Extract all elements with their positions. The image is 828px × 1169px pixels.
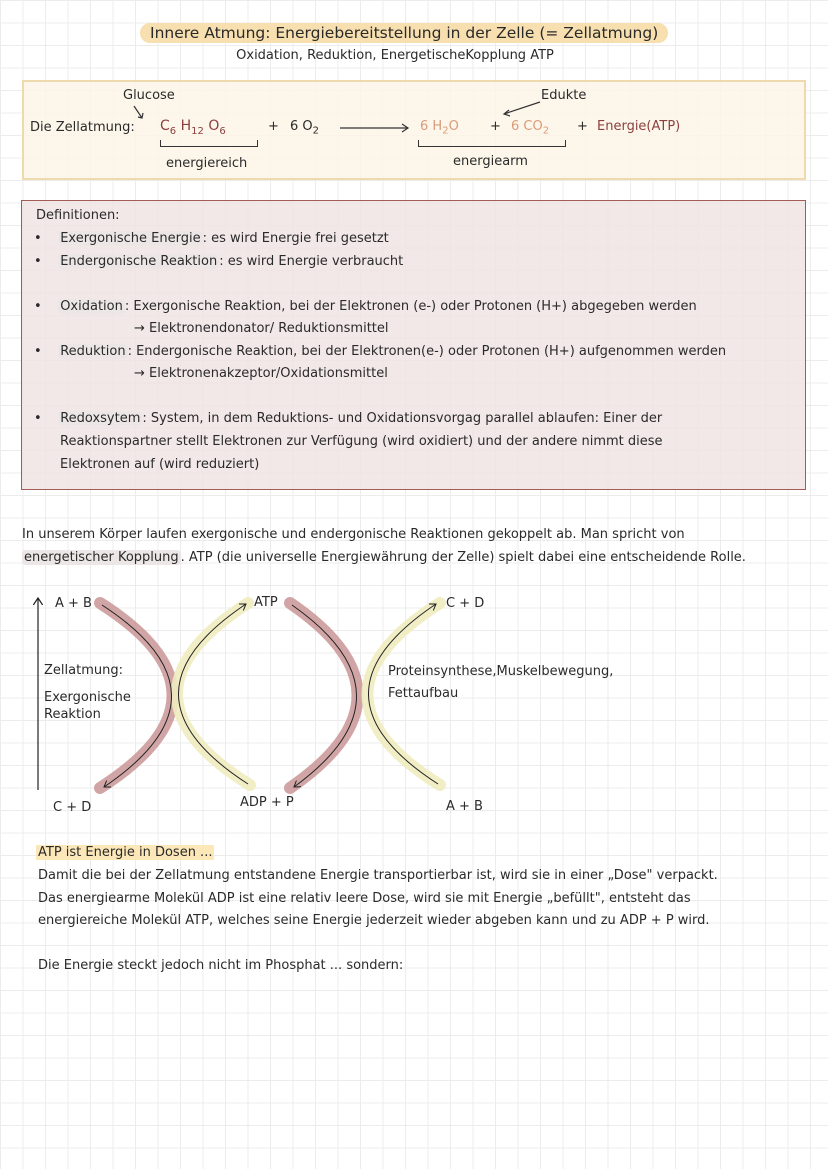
bracket-products <box>418 140 566 147</box>
co2-formula: 6 $CO_2$ <box>511 119 550 137</box>
left-bottom-label: C + D <box>53 800 92 815</box>
page-subtitle: Oxidation, Reduktion, EnergetischeKopplung ATP <box>236 48 554 63</box>
left-label: Exergonische <box>44 690 131 705</box>
atp-heading: ATP ist Energie in Dosen ... <box>38 845 213 860</box>
left-label: Reaktion <box>44 707 101 722</box>
oxygen-formula: 6 $O_2$ <box>290 119 320 137</box>
atp-text-line: Damit die bei der Zellatmung entstandene Energie transportierbar ist, wird sie in einer „Dose" verpackt. <box>38 868 718 883</box>
glucose-label: Glucose <box>123 88 175 103</box>
definition-item: • Exergonische Energie : es wird Energie frei gesetzt <box>34 231 389 246</box>
definition-item: • Endergonische Reaktion : es wird Energie verbraucht <box>34 254 404 269</box>
plus-sign: + <box>490 119 501 134</box>
atp-text-line: Das energiearme Molekül ADP ist eine relativ leere Dose, wird sie mit Energie „befüllt", entsteht das <box>38 891 691 906</box>
annotation-arrows <box>0 0 828 200</box>
adp-label: ADP + P <box>240 795 294 810</box>
definition-line: Reaktionspartner stellt Elektronen zur Verfügung (wird oxidiert) und der andere nimmt diese <box>60 434 663 449</box>
atp-label: ATP <box>254 595 278 610</box>
glucose-formula: $C_6$ $H_{12}$ $O_6$ <box>160 118 226 137</box>
glucose-arrow-icon <box>134 106 143 118</box>
definition-sub: → Elektronenakzeptor/Oxidationsmittel <box>134 366 388 381</box>
equation-label: Die Zellatmung: <box>30 120 135 135</box>
right-label: Proteinsynthese,Muskelbewegung, <box>388 664 614 679</box>
atp-text-line: energiereiche Molekül ATP, welches seine Energie jederzeit wieder abgeben kann und zu ADP + P wird. <box>38 913 710 928</box>
bracket-reactants <box>160 140 258 147</box>
right-label: Fettaufbau <box>388 686 459 701</box>
water-formula: 6 $H_2O$ <box>420 119 459 137</box>
energiearm-label: energiearm <box>453 154 528 169</box>
left-top-label: A + B <box>55 596 92 611</box>
coupling-paragraph-line: In unserem Körper laufen exergonische und endergonische Reaktionen gekoppelt ab. Man spricht von <box>22 527 685 542</box>
definition-line: Elektronen auf (wird reduziert) <box>60 457 260 472</box>
definition-item: • Reduktion : Endergonische Reaktion, bei der Elektronen(e-) oder Protonen (H+) aufgenommen werden <box>34 344 727 359</box>
definitions-heading: Definitionen: <box>36 208 120 223</box>
definition-item: • Oxidation : Exergonische Reaktion, bei der Elektronen (e-) oder Protonen (H+) abgegeben werden <box>34 299 697 314</box>
right-bottom-label: A + B <box>446 799 483 814</box>
plus-sign: + <box>268 119 279 134</box>
coupling-paragraph-line: energetischer Kopplung . ATP (die universelle Energiewährung der Zelle) spielt dabei eine entscheidende Rolle. <box>24 550 746 565</box>
energiereich-label: energiereich <box>166 156 248 171</box>
plus-sign: + <box>577 119 588 134</box>
edukte-arrow-icon <box>504 102 540 116</box>
energy-label: Energie(ATP) <box>597 119 681 134</box>
definition-item: • Redoxsytem : System, in dem Reduktions- und Oxidationsvorgag parallel ablaufen: Einer der <box>34 411 663 426</box>
right-top-label: C + D <box>446 596 485 611</box>
atp-closing: Die Energie steckt jedoch nicht im Phosphat ... sondern: <box>38 958 404 973</box>
left-label: Zellatmung: <box>44 663 123 678</box>
definition-sub: → Elektronendonator/ Reduktionsmittel <box>134 321 389 336</box>
edukte-label: Edukte <box>541 88 587 103</box>
reaction-arrow-icon <box>340 124 408 132</box>
page-title: Innere Atmung: Energiebereitstellung in der Zelle (= Zellatmung) <box>140 23 668 43</box>
